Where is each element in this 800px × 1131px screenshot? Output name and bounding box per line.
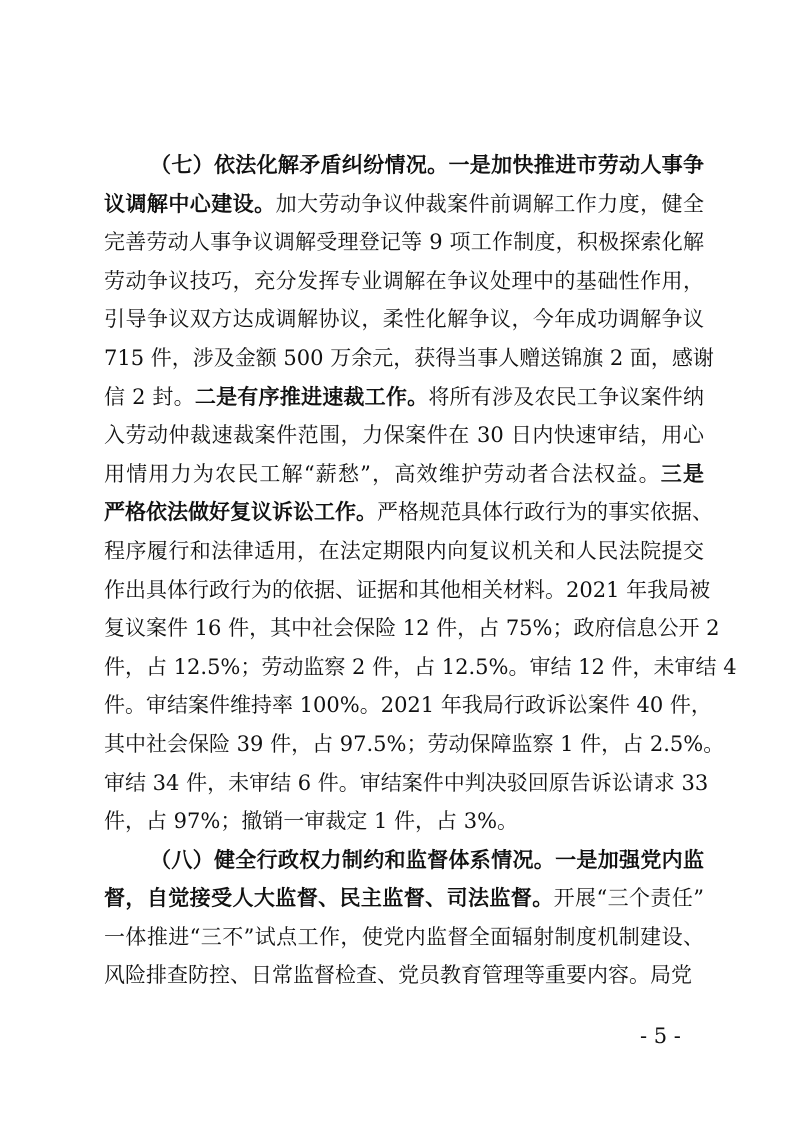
- bold-text: 严格依法做好复议诉讼工作。: [104, 499, 377, 525]
- body-text: 入劳动仲裁速裁案件范围，力保案件在 30 日内快速审结，用心: [104, 423, 704, 448]
- body-text: 审结 34 件，未审结 6 件。审结案件中判决驳回原告诉讼请求 33: [104, 770, 709, 795]
- bold-text: 二是有序推进速裁工作。: [194, 383, 429, 409]
- text-line: [104, 339, 714, 378]
- text-line: [104, 185, 704, 224]
- body-text: 严格规范具体行政行为的事实依据、: [377, 500, 713, 525]
- text-line: [104, 879, 704, 918]
- bold-text: 议调解中心建设。: [104, 190, 276, 216]
- document-body: [104, 146, 737, 995]
- bold-text: 三是: [660, 460, 704, 486]
- text-line: [104, 532, 704, 571]
- text-line: [104, 648, 737, 687]
- body-text: 开展“三个责任”: [553, 886, 704, 911]
- text-line: [104, 223, 704, 262]
- text-line: [104, 764, 709, 803]
- text-line: [104, 416, 704, 455]
- text-line: [104, 802, 704, 841]
- body-text: 信 2 封。: [104, 384, 195, 409]
- text-line: [104, 571, 711, 610]
- body-text: 复议案件 16 件，其中社会保险 12 件，占 75%；政府信息公开 2: [104, 616, 720, 641]
- body-text: 劳动争议技巧，充分发挥专业调解在争议处理中的基础性作用，: [104, 268, 704, 293]
- text-line: [104, 493, 713, 532]
- body-text: 风险排查防控、日常监督检查、党员教育管理等重要内容。局党: [104, 963, 692, 988]
- body-text: 件，占 12.5%；劳动监察 2 件，占 12.5%。审结 12 件，未审结 4: [104, 654, 737, 679]
- body-text: 其中社会保险 39 件，占 97.5%；劳动保障监察 1 件，占 2.5%。: [104, 731, 725, 756]
- body-text: 用情用力为农民工解“薪愁”，高效维护劳动者合法权益。: [104, 461, 661, 486]
- body-text: 完善劳动人事争议调解受理登记等 9 项工作制度，积极探索化解: [104, 230, 704, 255]
- body-text: 程序履行和法律适用，在法定期限内向复议机关和人民法院提交: [104, 538, 704, 563]
- body-text: 一体推进“三不”试点工作，使党内监督全面辐射制度机制建设、: [104, 924, 704, 949]
- bold-text: 督，自觉接受人大监督、民主监督、司法监督。: [104, 885, 554, 911]
- body-text: 件。审结案件维持率 100%。2021 年我局行政诉讼案件 40 件，: [104, 693, 712, 718]
- paragraph: [104, 146, 737, 841]
- text-line: [104, 956, 704, 995]
- body-text: 件，占 97%；撤销一审裁定 1 件，占 3%。: [104, 809, 519, 834]
- text-line: [104, 146, 704, 185]
- body-text: 加大劳动争议仲裁案件前调解工作力度，健全: [275, 191, 705, 216]
- text-line: [104, 300, 704, 339]
- text-line: [104, 918, 704, 957]
- body-text: 引导争议双方达成调解协议，柔性化解争议，今年成功调解争议: [104, 307, 704, 332]
- text-line: [104, 609, 720, 648]
- text-line: [104, 841, 704, 880]
- text-line: [104, 378, 704, 417]
- bold-text: （七）依法化解矛盾纠纷情况。一是加快推进市劳动人事争: [150, 152, 704, 177]
- text-line: [104, 455, 704, 494]
- text-line: [104, 262, 704, 301]
- body-text: 715 件，涉及金额 500 万余元，获得当事人赠送锦旗 2 面，感谢: [104, 345, 714, 370]
- page-number: - 5 -: [640, 1024, 681, 1048]
- text-line: [104, 725, 725, 764]
- body-text: 将所有涉及农民工争议案件纳: [428, 384, 705, 409]
- bold-text: （八）健全行政权力制约和监督体系情况。一是加强党内监: [150, 846, 704, 872]
- paragraph: [104, 841, 704, 995]
- text-line: [104, 686, 712, 725]
- body-text: 作出具体行政行为的依据、证据和其他相关材料。2021 年我局被: [104, 577, 711, 602]
